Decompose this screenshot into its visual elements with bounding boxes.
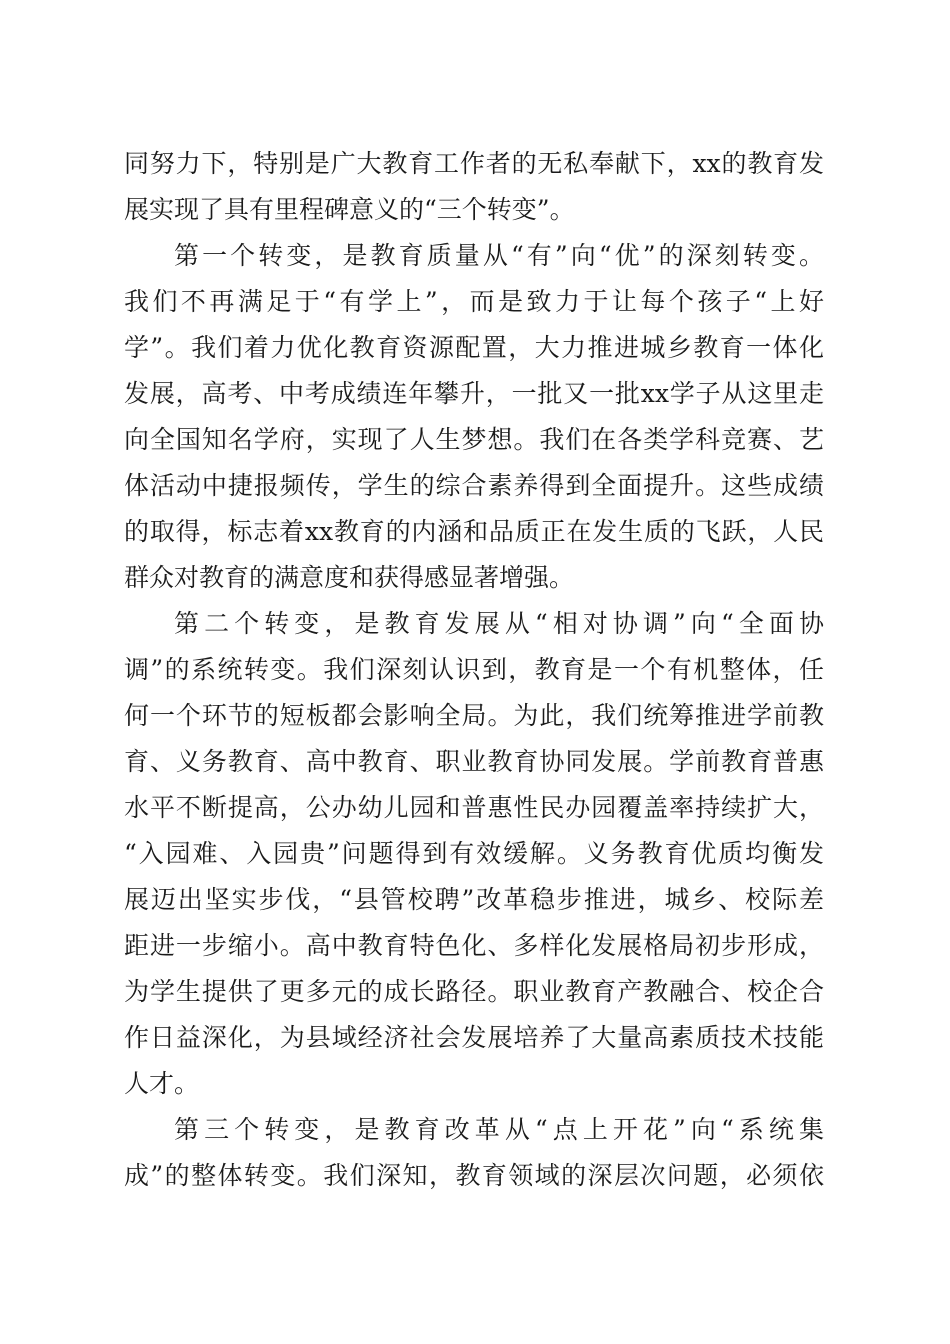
paragraph-4-line-1: 第三个转变，是教育改革从“点上开花”向“系统集 bbox=[174, 1115, 824, 1144]
paragraph-2-line-6: 体活动中捷报频传，学生的综合素养得到全面提升。这些成绩 bbox=[124, 471, 824, 500]
paragraph-2-line-5: 向全国知名学府，实现了人生梦想。我们在各类学科竞赛、艺 bbox=[124, 425, 824, 454]
paragraph-3-line-7: 展迈出坚实步伐，“县管校聘”改革稳步推进，城乡、校际差 bbox=[124, 885, 824, 914]
paragraph-2-line-2: 我们不再满足于“有学上”，而是致力于让每个孩子“上好 bbox=[124, 287, 824, 316]
paragraph-3-line-6: “入园难、入园贵”问题得到有效缓解。义务教育优质均衡发 bbox=[124, 839, 824, 868]
paragraph-3-line-4: 育、义务教育、高中教育、职业教育协同发展。学前教育普惠 bbox=[124, 747, 824, 776]
paragraph-4-line-2: 成”的整体转变。我们深知，教育领域的深层次问题，必须依 bbox=[124, 1161, 824, 1190]
paragraph-1-line-2: 展实现了具有里程碑意义的“三个转变”。 bbox=[124, 195, 575, 224]
paragraph-2-line-7: 的取得，标志着xx教育的内涵和品质正在发生质的飞跃，人民 bbox=[124, 517, 824, 546]
paragraph-1-line-1: 同努力下，特别是广大教育工作者的无私奉献下，xx的教育发 bbox=[124, 149, 824, 178]
paragraph-3-line-10: 作日益深化，为县域经济社会发展培养了大量高素质技术技能 bbox=[124, 1023, 824, 1052]
paragraph-2-line-1: 第一个转变，是教育质量从“有”向“优”的深刻转变。 bbox=[174, 241, 824, 270]
paragraph-3-line-1: 第二个转变，是教育发展从“相对协调”向“全面协 bbox=[174, 609, 824, 638]
paragraph-3-line-5: 水平不断提高，公办幼儿园和普惠性民办园覆盖率持续扩大， bbox=[124, 793, 824, 822]
paragraph-3-line-3: 何一个环节的短板都会影响全局。为此，我们统筹推进学前教 bbox=[124, 701, 824, 730]
paragraph-3-line-11: 人才。 bbox=[124, 1069, 200, 1098]
paragraph-2-line-4: 发展，高考、中考成绩连年攀升，一批又一批xx学子从这里走 bbox=[124, 379, 824, 408]
paragraph-3-line-8: 距进一步缩小。高中教育特色化、多样化发展格局初步形成， bbox=[124, 931, 824, 960]
paragraph-2-line-3: 学”。我们着力优化教育资源配置，大力推进城乡教育一体化 bbox=[124, 333, 824, 362]
paragraph-2-line-8: 群众对教育的满意度和获得感显著增强。 bbox=[124, 563, 575, 592]
paragraph-3-line-2: 调”的系统转变。我们深刻认识到，教育是一个有机整体，任 bbox=[124, 655, 824, 684]
paragraph-3-line-9: 为学生提供了更多元的成长路径。职业教育产教融合、校企合 bbox=[124, 977, 824, 1006]
